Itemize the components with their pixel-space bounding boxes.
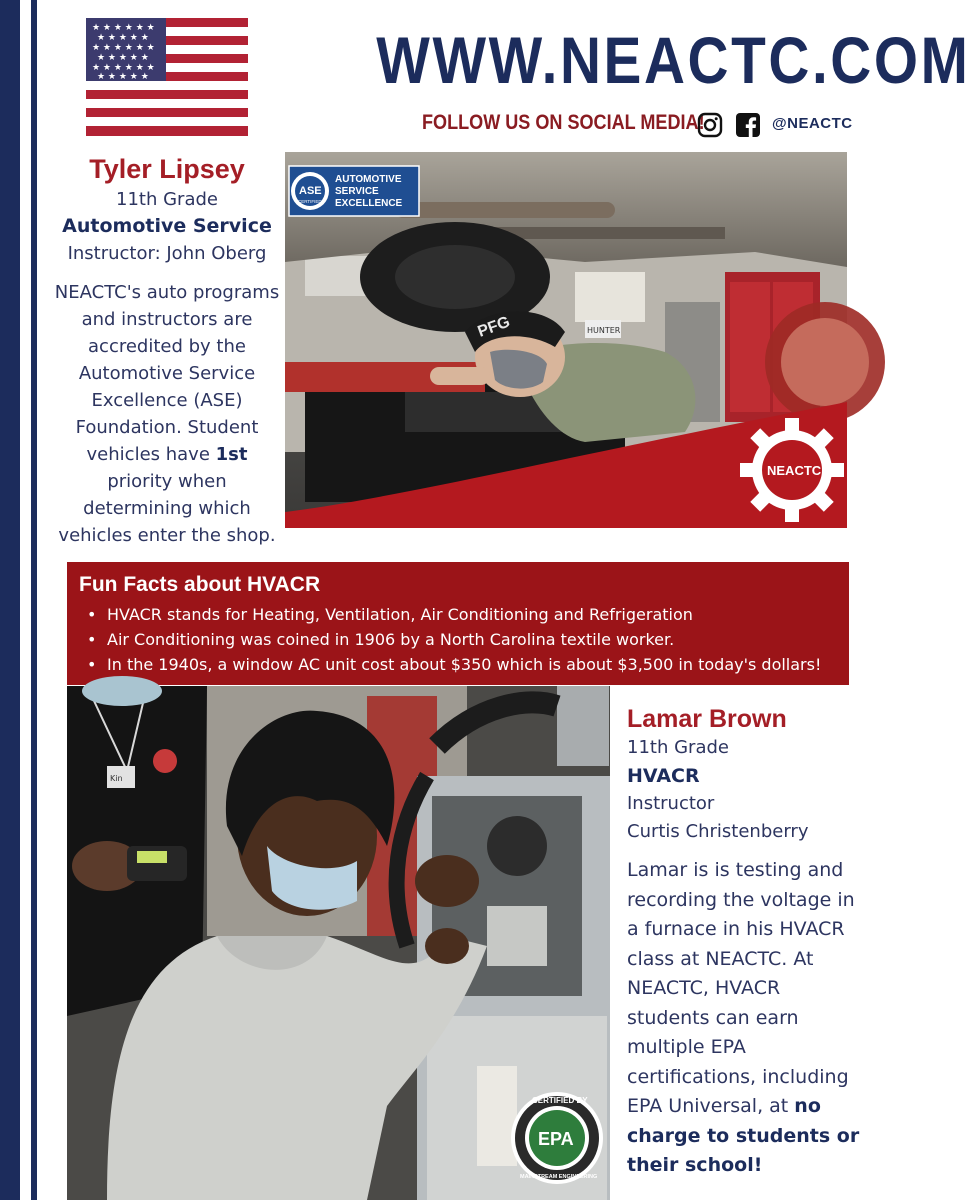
student1-name: Tyler Lipsey xyxy=(89,154,245,184)
svg-text:★ ★ ★ ★ ★: ★ ★ ★ ★ ★ xyxy=(97,72,149,82)
gear-logo-text: NEACTC xyxy=(767,463,822,478)
automotive-photo xyxy=(285,152,847,528)
ase-certified-text: CERTIFIED xyxy=(298,199,322,204)
epa-seal-icon xyxy=(511,1092,603,1184)
fun-fact-item: • Air Conditioning was coined in 1906 by a North Carolina textile worker. xyxy=(79,627,837,652)
gear-logo-icon xyxy=(740,418,844,522)
epa-seal-center-text: EPA xyxy=(538,1129,574,1149)
student1-grade: 11th Grade xyxy=(116,189,218,210)
student2-desc-text: Lamar is is testing and recording the voltage in a furnace in his HVACR class at NEACTC. At NEACTC, HVACR students can earn multiple EPA certifications, including EPA Universal, at xyxy=(627,859,855,1117)
us-flag-icon xyxy=(86,18,248,136)
student2-program: HVACR xyxy=(627,765,700,787)
svg-text:★ ★ ★ ★ ★ ★: ★ ★ ★ ★ ★ ★ xyxy=(92,63,155,73)
fun-fact-item: • HVACR stands for Heating, Ventilation, Air Conditioning and Refrigeration xyxy=(79,602,837,627)
epa-seal-bottom-text: MAINSTREAM ENGINEERING xyxy=(520,1174,598,1180)
student2-grade: 11th Grade xyxy=(627,737,729,758)
svg-text:★ ★ ★ ★ ★ ★: ★ ★ ★ ★ ★ ★ xyxy=(92,23,155,33)
ase-badge-line2: SERVICE xyxy=(335,186,379,197)
fun-facts-title: Fun Facts about HVACR xyxy=(79,573,321,596)
fun-fact-item: • In the 1940s, a window AC unit cost about $350 which is about $3,500 in today's dollars! xyxy=(79,652,837,677)
left-stripe-wide xyxy=(0,0,20,1200)
student1-desc-text: NEACTC's auto programs and instructors are accredited by the Automotive Service Excellence (ASE) Foundation. Student vehicles have xyxy=(54,282,280,465)
student1-desc-text-end: priority when determining which vehicles enter the shop. xyxy=(58,471,276,546)
svg-text:★ ★ ★ ★ ★: ★ ★ ★ ★ ★ xyxy=(97,33,149,43)
student2-desc-bold: no charge to students or their school! xyxy=(627,1095,860,1176)
cap-text: PFG xyxy=(475,313,513,341)
student1-description xyxy=(52,279,282,549)
ase-badge xyxy=(289,166,419,216)
student2-profile xyxy=(627,704,863,1181)
student2-instructor-label: Instructor xyxy=(627,793,715,814)
epa-seal-top-text: CERTIFIED BY xyxy=(532,1096,588,1105)
fun-facts-list xyxy=(79,602,837,677)
pendant-text: Kin xyxy=(110,774,123,783)
social-handle[interactable]: @NEACTC xyxy=(772,115,853,132)
ase-logo-text: ASE xyxy=(299,185,322,197)
instagram-icon[interactable] xyxy=(697,112,723,138)
svg-text:★ ★ ★ ★ ★: ★ ★ ★ ★ ★ xyxy=(97,53,149,63)
follow-social-text: FOLLOW US ON SOCIAL MEDIA! xyxy=(422,111,705,134)
ase-badge-line1: AUTOMOTIVE xyxy=(335,174,402,185)
student1-profile xyxy=(52,152,282,549)
fun-facts-banner xyxy=(67,562,849,685)
student2-description xyxy=(627,856,863,1181)
student2-name: Lamar Brown xyxy=(627,705,787,733)
student1-program: Automotive Service xyxy=(62,215,272,237)
ase-badge-line3: EXCELLENCE xyxy=(335,198,403,209)
svg-text:★ ★ ★ ★ ★ ★: ★ ★ ★ ★ ★ ★ xyxy=(92,43,155,53)
hvacr-photo xyxy=(67,686,610,1200)
facebook-icon[interactable] xyxy=(735,112,761,138)
student2-instructor-name: Curtis Christenberry xyxy=(627,821,809,842)
shop-sign-text: HUNTER xyxy=(587,326,621,335)
website-url[interactable]: WWW.NEACTC.COM xyxy=(376,23,970,97)
left-stripe-thin xyxy=(31,0,37,1200)
student1-instructor: Instructor: John Oberg xyxy=(67,243,267,264)
student1-desc-bold: 1st xyxy=(215,444,248,465)
